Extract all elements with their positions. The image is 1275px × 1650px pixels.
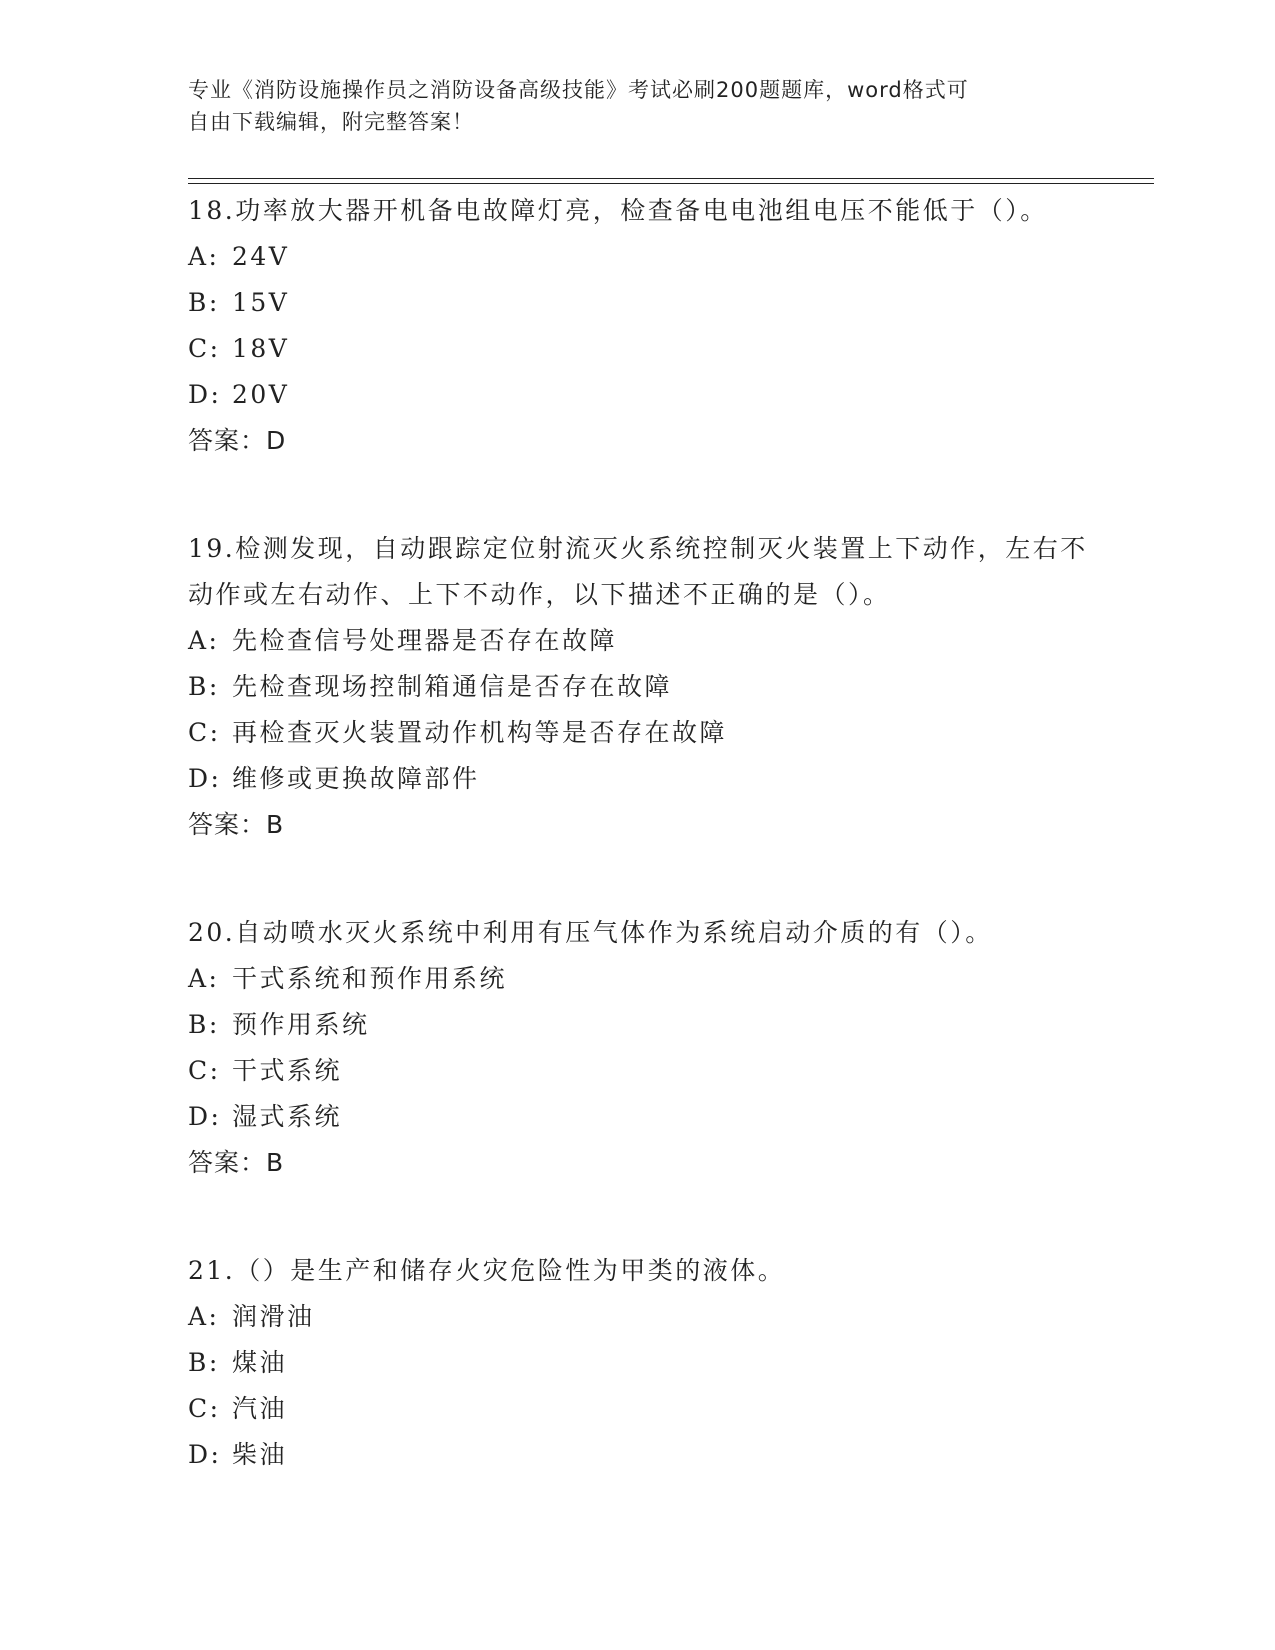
option-b [188, 664, 1088, 710]
option-text: 18V [232, 334, 290, 363]
option-a [188, 1294, 1088, 1340]
document-header [188, 74, 1068, 138]
option-text: 干式系统 [232, 1056, 343, 1085]
option-letter: C: [188, 718, 221, 747]
question-21 [188, 1246, 1088, 1478]
option-letter: A: [188, 1302, 220, 1331]
option-text: 20V [232, 380, 290, 409]
option-text: 先检查现场控制箱通信是否存在故障 [232, 672, 673, 701]
option-a [188, 956, 1088, 1002]
option-c [188, 326, 1088, 372]
header-line-2: 自由下载编辑，附完整答案！ [188, 110, 474, 134]
option-d [188, 372, 1088, 418]
header-divider-top [188, 178, 1154, 179]
option-letter: D: [188, 380, 222, 409]
option-letter: A: [188, 242, 220, 271]
question-text: 20.自动喷水灭火系统中利用有压气体作为系统启动介质的有（）。 [188, 918, 993, 947]
option-letter: C: [188, 1056, 221, 1085]
option-b [188, 1002, 1088, 1048]
option-a [188, 618, 1088, 664]
option-text: 煤油 [232, 1348, 288, 1377]
option-d [188, 1094, 1088, 1140]
spacer [188, 464, 1088, 524]
option-b [188, 1340, 1088, 1386]
spacer [188, 1186, 1088, 1246]
option-letter: B: [188, 1348, 220, 1377]
option-text: 干式系统和预作用系统 [232, 964, 508, 993]
header-line-1: 专业《消防设施操作员之消防设备高级技能》考试必刷200题题库，word格式可 [188, 78, 969, 102]
question-text: 18.功率放大器开机备电故障灯亮，检查备电电池组电压不能低于（）。 [188, 196, 1048, 225]
option-letter: C: [188, 334, 221, 363]
option-text: 润滑油 [232, 1302, 315, 1331]
answer-line: 答案：D [188, 426, 287, 455]
option-d [188, 1432, 1088, 1478]
spacer [188, 848, 1088, 908]
option-letter: B: [188, 672, 220, 701]
question-text: 21.（）是生产和储存火灾危险性为甲类的液体。 [188, 1256, 786, 1285]
option-text: 汽油 [232, 1394, 288, 1423]
option-a [188, 234, 1088, 280]
option-text: 维修或更换故障部件 [232, 764, 480, 793]
option-text: 24V [232, 242, 290, 271]
option-letter: B: [188, 1010, 220, 1039]
option-letter: A: [188, 964, 220, 993]
option-c [188, 1048, 1088, 1094]
header-divider-bottom [188, 183, 1154, 184]
option-letter: A: [188, 626, 220, 655]
option-c [188, 1386, 1088, 1432]
option-text: 15V [232, 288, 290, 317]
option-text: 湿式系统 [232, 1102, 343, 1131]
option-c [188, 710, 1088, 756]
option-letter: D: [188, 1440, 222, 1469]
question-list [188, 186, 1088, 1478]
answer-line: 答案：B [188, 1148, 285, 1177]
option-text: 预作用系统 [232, 1010, 370, 1039]
option-b [188, 280, 1088, 326]
option-text: 先检查信号处理器是否存在故障 [232, 626, 618, 655]
question-text: 19.检测发现，自动跟踪定位射流灭火系统控制灭火装置上下动作，左右不动作或左右动作、上下不动作，以下描述不正确的是（）。 [188, 534, 1088, 609]
option-letter: D: [188, 1102, 222, 1131]
option-letter: B: [188, 288, 220, 317]
question-20 [188, 908, 1088, 1186]
answer-line: 答案：B [188, 810, 285, 839]
option-d [188, 756, 1088, 802]
option-text: 再检查灭火装置动作机构等是否存在故障 [232, 718, 728, 747]
option-letter: D: [188, 764, 222, 793]
option-letter: C: [188, 1394, 221, 1423]
question-19 [188, 524, 1088, 848]
question-18 [188, 186, 1088, 464]
option-text: 柴油 [232, 1440, 288, 1469]
